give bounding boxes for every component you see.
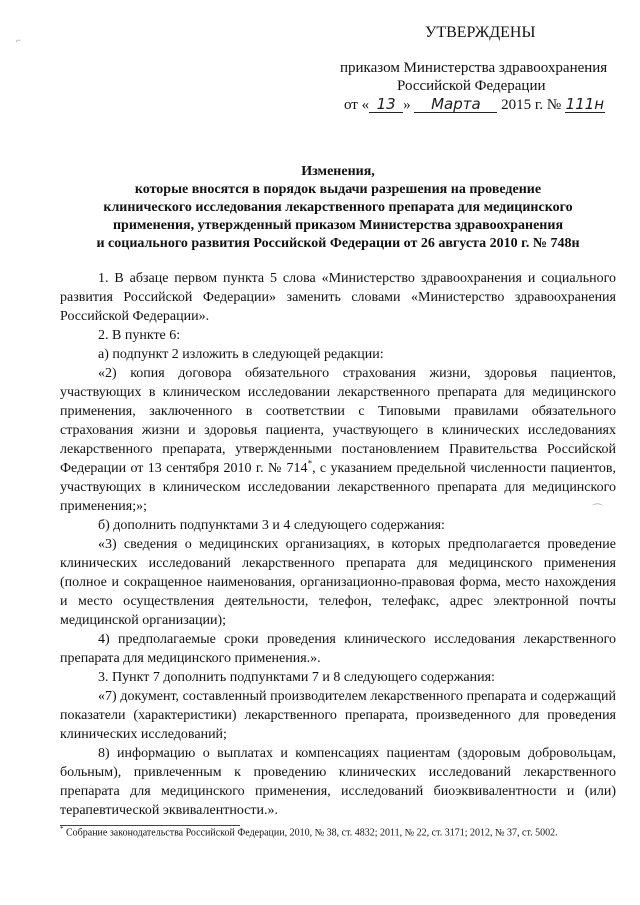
date-mid: » <box>403 97 411 113</box>
date-prefix: от « <box>344 97 370 113</box>
paragraph-5: б) дополнить подпунктами 3 и 4 следующего содержания: <box>98 518 445 533</box>
document-heading <box>60 163 616 253</box>
handwritten-month: Марта <box>414 97 497 113</box>
paragraph-4-text-cont: , с указанием предельной численности пациентов, участвующих в клиническом исследовании лекарственного препарата для медицинского применения;»; <box>60 461 616 514</box>
footnote-marker: * <box>60 825 64 833</box>
paragraph-10: 8) информацию о выплатах и компенсациях пациентам (здоровым добровольцам, больным), привлеченным к проведению клинических исследований лекарственного препарата для медицинского применения, исследований биоэквивалентности и (или) терапевтической эквивалентности.». <box>60 746 616 818</box>
paragraph-6: «3) сведения о медицинских организациях, в которых предполагается проведение клинических исследований лекарственного препарата для медицинского применения (полное и сокращенное наименования, организационно-правовая форма, место нахождения и место осуществления деятельности, телефон, телефакс, адрес электронной почты медицинской организации); <box>60 537 616 628</box>
approval-ministry-line: приказом Министерства здравоохранения <box>340 60 608 76</box>
heading-line-1: Изменения, <box>301 164 375 179</box>
approval-block <box>328 24 628 114</box>
paragraph-2: 2. В пункте 6: <box>98 328 181 343</box>
heading-line-2: которые вносятся в порядок выдачи разрешения на проведение <box>134 182 542 197</box>
document-body <box>60 269 616 820</box>
margin-mark-icon: ⌐ <box>16 35 22 45</box>
footnote-reference: * <box>307 458 313 469</box>
paragraph-8: 3. Пункт 7 дополнить подпунктами 7 и 8 следующего содержания: <box>98 670 495 685</box>
date-year: 2015 г. № <box>501 97 562 113</box>
footnote <box>60 823 620 839</box>
approval-date-line <box>328 96 628 114</box>
paragraph-7: 4) предполагаемые сроки проведения клинического исследования лекарственного препарата для медицинского применения.». <box>60 632 616 666</box>
paragraph-1: 1. В абзаце первом пункта 5 слова «Министерство здравоохранения и социального развития Российской Федерации» заменить словами «Министерство здравоохранения Российской Федерации». <box>60 271 616 324</box>
approval-title: УТВЕРЖДЕНЫ <box>425 24 536 41</box>
handwritten-order-number: 111н <box>565 95 605 113</box>
heading-line-5: и социального развития Российской Федерации от 26 августа 2010 г. № 748н <box>96 236 580 251</box>
footnote-text: Собрание законодательства Российской Федерации, 2010, № 38, ст. 4832; 2011, № 22, ст. 3171; 2012, № 37, ст. 5002. <box>63 827 558 839</box>
handwritten-day: 13 <box>369 97 403 113</box>
paragraph-4-text: «2) копия договора обязательного страхования жизни, здоровья пациентов, участвующих в клиническом исследовании лекарственного препарата для медицинского применения, заключенного в соответствии с Типовыми правилами обязательного страхования жизни и здоровья пациента, участвующего в клинических исследованиях лекарственного препарата, утвержденными постановлением Правительства Российской Федерации от 13 сентября 2010 г. № 714 <box>60 366 616 476</box>
paragraph-9: «7) документ, составленный производителем лекарственного препарата и содержащий показатели (характеристики) лекарственного препарата, произведенного для проведения клинических исследований; <box>60 689 616 742</box>
approval-federation-line: Российской Федерации <box>397 78 546 94</box>
heading-line-3: клинического исследования лекарственного препарата для медицинского <box>103 200 573 215</box>
paragraph-4 <box>60 364 616 516</box>
pencil-mark-icon: ⌒ <box>592 504 603 516</box>
paragraph-3: а) подпункт 2 изложить в следующей редакции: <box>98 347 384 362</box>
heading-line-4: применения, утвержденный приказом Министерства здравоохранения <box>112 218 564 233</box>
